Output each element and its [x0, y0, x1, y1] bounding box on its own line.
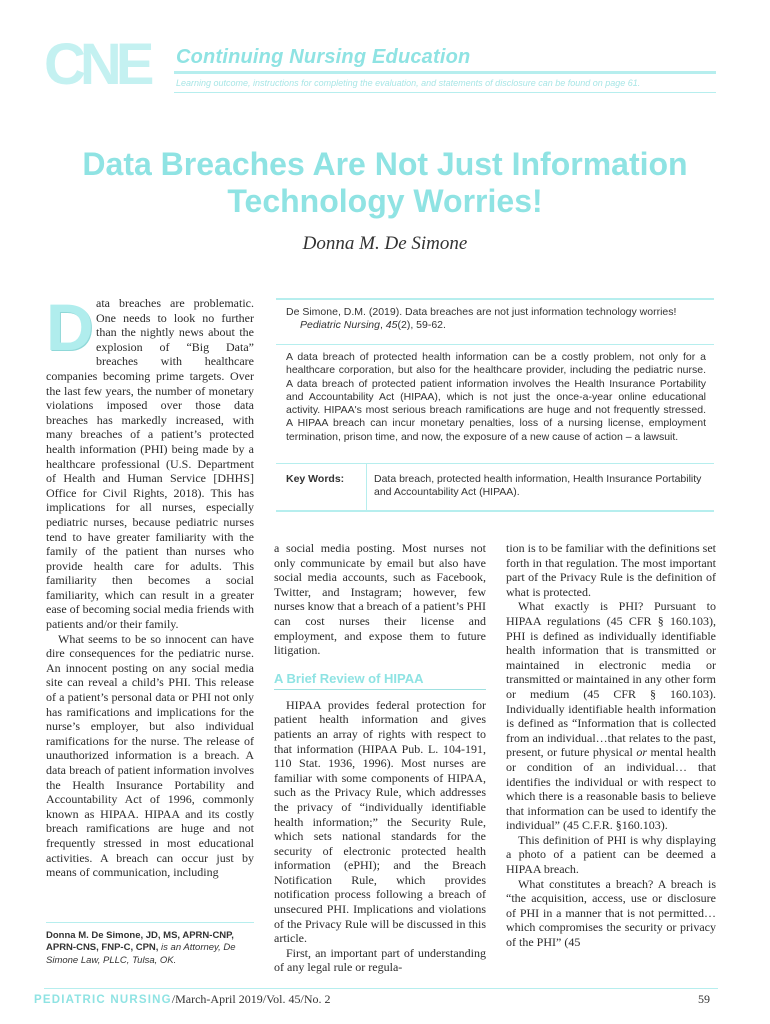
bio-divider: [46, 922, 254, 923]
header-rule: [174, 71, 716, 74]
emphasis-or: or: [636, 745, 648, 760]
citation-separator: ,: [379, 319, 386, 332]
author-bio: [46, 930, 254, 967]
citation-journal: Pediatric Nursing: [300, 319, 380, 332]
keywords-vertical-rule: [366, 464, 367, 510]
column-3: [506, 541, 716, 950]
citation-volume: 45: [385, 319, 398, 332]
header-title: Continuing Nursing Education: [176, 46, 471, 68]
paragraph: a social media posting. Most nurses not only communicate by email but also have social media accounts, such as Facebook, Twitter, and Instagram; however, few nurses know that a breach of a patient’s PHI can cost nurses their license and employment, and expose them to future litigation.: [274, 541, 486, 658]
bio-affiliation: is an Attorney, De Simone Law, PLLC, Tulsa, OK.: [46, 942, 236, 966]
cne-logo-text: CNE: [44, 36, 149, 92]
footer-issue: /March-April 2019/Vol. 45/No. 2: [171, 992, 331, 1006]
paragraph: This definition of PHI is why displaying a photo of a patient can be deemed a HIPAA breach.: [506, 832, 716, 877]
abstract-divider: [276, 344, 714, 345]
paragraph: [506, 599, 716, 833]
abstract-text: A data breach of protected health information can be a costly problem, not only for a healthcare corporation, but also for the healthcare provider, including the pediatric nurse. A data breach of protected patient information involves the Health Insurance Portability and Accountability Act (HIPAA), which is not just the once-a-year online educational activity. HIPAA's most serious breach ramifications are huge and not frequently stressed. A HIPAA breach can incur monetary penalties, loss of a nursing license, employment termination, prison time, and now, the exposure of a new cause of action – a lawsuit.: [286, 351, 706, 443]
bio-name: Donna M. De Simone, JD, MS, APRN-CNP, APRN-CNS, FNP-C, CPN,: [46, 930, 234, 954]
citation: [286, 306, 706, 332]
paragraph-text: mental health or condition of an individual… that identifies the individual or with respect to which there is a reasonable basis to believe that information can be used to identify the individual” (45 C.F.R. §160.103).: [506, 745, 717, 833]
section-heading: A Brief Review of HIPAA: [274, 671, 486, 690]
keywords-divider: [276, 463, 714, 464]
abstract-bottom-rule: [276, 510, 714, 512]
footer: [34, 992, 331, 1007]
paragraph: ata breaches are problematic. One needs to look no further than the nightly news about the explosion of “Big Data” breaches with healthcare companies becoming prime targets. Over the last few years, the number of monetary violations imposed over those data breaches has markedly increased, with many breaches of a patient’s protected health information (PHI) being made by a healthcare professional (U.S. Department of Health and Human Service [DHHS] Office for Civil Rights, 2018). This has implications for all nurses, especially pediatric nurses, because pediatric nurses tend to have greater familiarity with the family of the patient than nurses who provide health care for adults. This familiarity then becomes a social familiarity, which can result in a greater ease of becoming social media friends with patients and/or their family.: [46, 296, 254, 632]
paragraph: What constitutes a breach? A breach is “the acquisition, access, use or disclosure of PHI in a manner that is not permitted…which compromises the security or privacy of the PHI” (45: [506, 876, 716, 950]
citation-issue-pages: (2), 59-62.: [397, 319, 446, 332]
paragraph: tion is to be familiar with the definitions set forth in that regulation. The most important part of the Privacy Rule is the definition of what is protected.: [506, 541, 716, 599]
drop-cap: D: [46, 290, 94, 364]
column-2: [274, 541, 486, 975]
keywords-text: Data breach, protected health information, Health Insurance Portability and Accountability Act (HIPAA).: [374, 473, 702, 499]
keywords-label: Key Words:: [286, 473, 345, 485]
citation-text: De Simone, D.M. (2019). Data breaches are not just information technology worries!: [286, 306, 677, 318]
paragraph: First, an important part of understanding of any legal rule or regula-: [274, 945, 486, 975]
column-1: [46, 290, 254, 880]
paragraph: HIPAA provides federal protection for patient health information and gives patients an array of rights with respect to that information (HIPAA Pub. L. 104-191, 110 Stat. 1936, 1996). Most nurses are familiar with some components of HIPAA, such as the Privacy Rule, which addresses the privacy of “individually identifiable health information;” the Security Rule, which sets national standards for the security of electronic protected health information (ePHI); and the Breach Notification Rule, which provides notification process following a breach of unsecured PHI. Implications and violations of the Privacy Rule will be discussed in this article.: [274, 697, 486, 946]
header-subtitle: Learning outcome, instructions for completing the evaluation, and statements of disclosure can be found on page 61.: [176, 78, 641, 88]
article-title: Data Breaches Are Not Just Information Technology Worries!: [82, 146, 688, 219]
page-number: 59: [698, 992, 710, 1006]
author-byline: Donna M. De Simone: [302, 233, 468, 254]
cne-logo: [44, 36, 174, 92]
paragraph: What seems to be so innocent can have dire consequences for the pediatric nurse. An innocent posting on any social media site can reveal a child’s PHI. This release of a patient’s personal data or PHI not only has ramifications and implications for the nurse’s employer, but also individual ramifications for the nurse. The release of unauthorized information is a breach. A data breach of patient information involves the Health Insurance Portability and Accountability Act of 1996, commonly known as HIPAA. HIPAA and its costly breach ramifications are huge and not frequently stressed in most educational activities. A breach can occur just by means of communication, including: [46, 631, 254, 880]
header-rule-thin: [174, 92, 716, 93]
footer-journal: PEDIATRIC NURSING: [34, 994, 172, 1006]
paragraph-text: What exactly is PHI? Pursuant to HIPAA regulations (45 CFR § 160.103), PHI is defined as individually identifiable health information that is transmitted or maintained in electronic media or transmitted or maintained in any other form or medium (45 CFR § 160.103). Individually identifiable health information is defined as “Information that is collected from an individual…that relates to the past, present, or future physical: [506, 599, 716, 760]
footer-rule: [44, 988, 718, 989]
